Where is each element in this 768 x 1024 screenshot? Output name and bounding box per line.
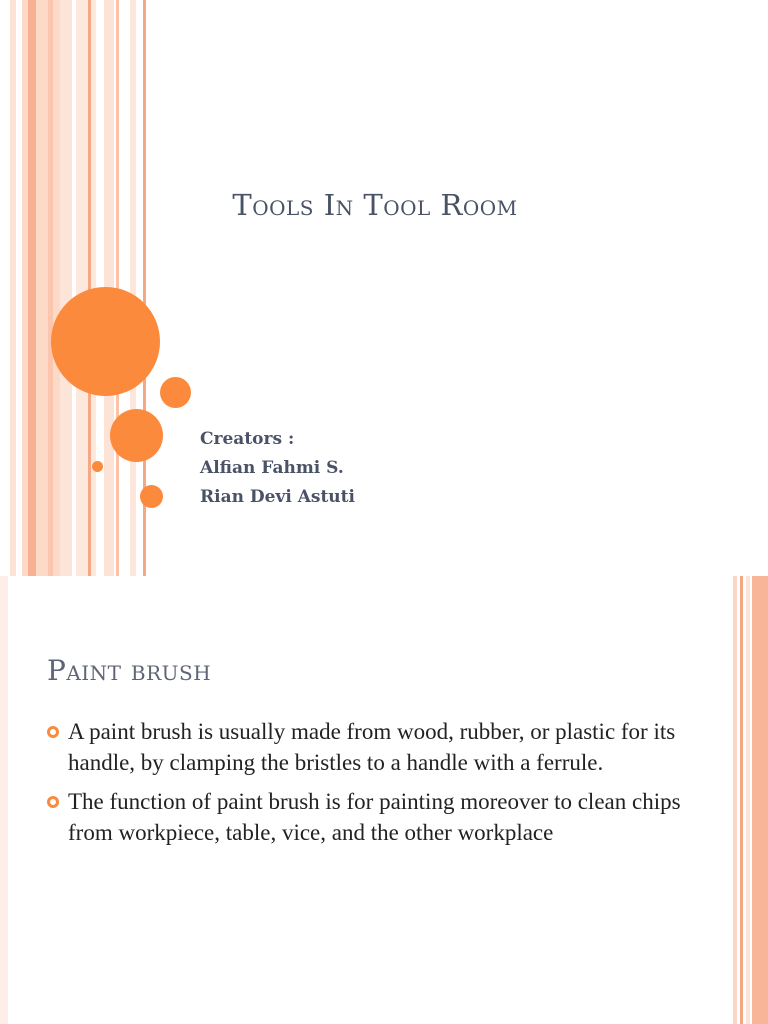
decor-circle-small <box>140 485 163 508</box>
decor-circle-tiny <box>92 461 103 472</box>
decor-stripe <box>752 576 768 1024</box>
decor-stripe <box>0 576 8 1024</box>
decor-circle-small <box>160 377 191 408</box>
decor-stripe <box>733 576 737 1024</box>
creator-name: Alfian Fahmi S. <box>200 458 344 478</box>
decor-stripe <box>740 576 743 1024</box>
decor-stripe <box>746 576 750 1024</box>
creators-block <box>200 425 355 512</box>
slide-title: Paint brush <box>47 654 212 687</box>
creators-label: Creators : <box>200 429 295 449</box>
orange-ring-bullet-icon <box>47 796 59 808</box>
decor-circle-medium <box>110 409 163 462</box>
list-item <box>47 786 687 848</box>
bullet-text: The function of paint brush is for painting moreover to clean chips from workpiece, table, vice, and the other workplace <box>68 789 681 845</box>
bullet-list <box>47 716 687 856</box>
decor-stripe <box>130 0 136 576</box>
decor-stripe <box>60 0 72 576</box>
creator-name: Rian Devi Astuti <box>200 487 355 507</box>
decor-stripe <box>28 0 36 576</box>
bullet-text: A paint brush is usually made from wood, rubber, or plastic for its handle, by clamping the bristles to a handle with a ferrule. <box>68 719 676 775</box>
slide-title: Tools In Tool Room <box>232 188 518 222</box>
content-slide <box>0 576 768 1024</box>
decor-stripe <box>48 0 53 576</box>
decor-circle-large <box>51 287 160 396</box>
decor-stripe <box>10 0 16 576</box>
orange-ring-bullet-icon <box>47 726 59 738</box>
list-item <box>47 716 687 778</box>
